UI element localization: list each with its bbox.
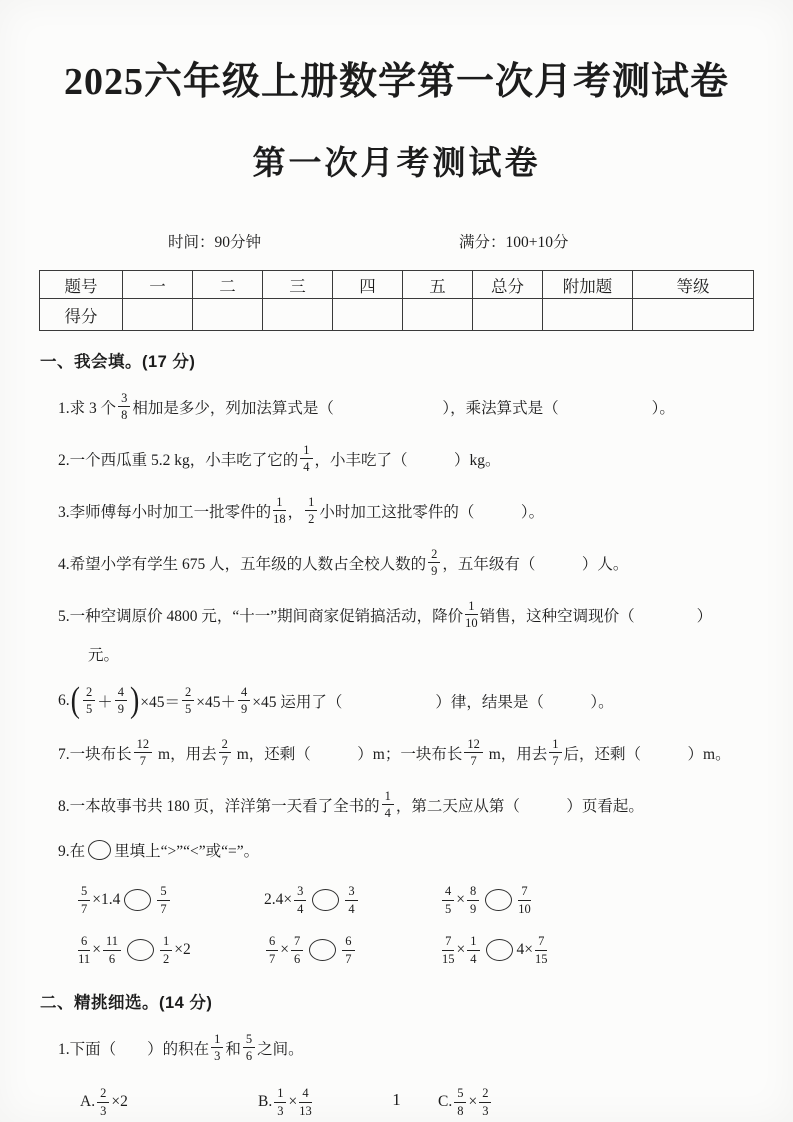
compare-row-1 (76, 878, 793, 922)
fraction: $\frac{12}{7}$ (134, 738, 153, 768)
score-table-header-cell: 五 (403, 271, 473, 299)
fraction: $\frac{7}{15}$ (535, 934, 548, 966)
big-paren: ) (129, 679, 140, 720)
compare-row-2 (76, 928, 793, 972)
fraction: $\frac{1}{18}$ (273, 494, 286, 526)
fraction: $\frac{4}{13}$ (299, 1086, 312, 1118)
question-1: 1.下面（ ）的积在 $\frac{1}{3}$ 和 $\frac{5}{6}$ 之间。 (58, 1031, 304, 1063)
fraction: $\frac{1}{3}$ (274, 1087, 286, 1117)
score-entry-cell (403, 299, 473, 331)
comparison-circle (124, 889, 151, 911)
fraction: $\frac{2}{5}$ (182, 686, 194, 716)
fraction: $\frac{1}{7}$ (549, 738, 561, 768)
fraction: $\frac{1}{10}$ (465, 598, 478, 630)
question-6: 6. ( $\frac{2}{5}$ ＋ $\frac{4}{9}$ ) ×45＝ $\frac{2}{5}$ ×45＋ $\frac{4}{9}$ ×45 运用了（ ）律，结果是（ ）。 (58, 679, 614, 720)
question-4: 4.希望小学有学生 675 人，五年级的人数占全校人数的 $\frac{2}{9}$ ，五年级有（ ）人。 (58, 546, 629, 578)
big-paren: ( (70, 679, 80, 720)
fraction: $\frac{1}{3}$ (211, 1033, 223, 1063)
fraction: $\frac{6}{11}$ (78, 934, 91, 966)
time-limit-label: 时间：90分钟 (168, 234, 262, 251)
score-entry-cell (633, 299, 754, 331)
expression: $\frac{7}{15}$ × $\frac{1}{4}$ 4× $\frac{7}{15}$ (442, 934, 548, 966)
expression: $\frac{6}{11}$ × $\frac{11}{6}$ $\frac{1}{2}$ ×2 (78, 934, 191, 966)
expression: B. $\frac{1}{3}$ × $\frac{4}{13}$ (258, 1086, 312, 1118)
fraction: $\frac{4}{5}$ (442, 885, 454, 915)
score-table-header-cell: 题号 (40, 271, 123, 299)
exam-subtitle: 第一次月考测试卷 (252, 146, 541, 182)
question-1: 1.求 3 个 $\frac{3}{8}$ 相加是多少，列加法算式是（ ），乘法算式是（ ）。 (58, 390, 675, 422)
comparison-circle (127, 939, 154, 961)
score-table-header-row (40, 271, 754, 299)
score-table-score-row (40, 299, 754, 331)
fraction: $\frac{1}{4}$ (382, 790, 394, 820)
score-table-header-cell: 三 (263, 271, 333, 299)
score-entry-cell (473, 299, 543, 331)
score-table (39, 270, 754, 331)
question-8: 8.一本故事书共 180 页，洋洋第一天看了全书的 $\frac{1}{4}$ ，第二天应从第（ ）页看起。 (58, 788, 644, 820)
score-table-header-cell: 附加题 (543, 271, 633, 299)
fraction: $\frac{5}{6}$ (243, 1033, 255, 1063)
comparison-circle (485, 889, 512, 911)
score-entry-cell (263, 299, 333, 331)
comparison-circle (88, 840, 111, 860)
comparison-circle (309, 939, 336, 961)
section-2-heading: 二、精挑细选。(14 分) (40, 994, 213, 1012)
fraction: $\frac{2}{5}$ (83, 686, 95, 716)
full-marks-label: 满分：100+10分 (459, 234, 569, 251)
fraction: $\frac{7}{10}$ (518, 884, 531, 916)
fraction: $\frac{5}{8}$ (454, 1087, 466, 1117)
exam-info-row (0, 230, 793, 252)
fraction: $\frac{3}{4}$ (345, 885, 357, 915)
question-5: 5.一种空调原价 4800 元，“十一”期间商家促销搞活动，降价 $\frac{1}{10}$ 销售，这种空调现价（ ） (58, 598, 713, 630)
section-1-heading: 一、我会填。(17 分) (40, 353, 196, 371)
question-5-line2: 元。 (88, 647, 120, 664)
score-table-header-cell: 二 (193, 271, 263, 299)
score-row-label: 得分 (40, 299, 123, 331)
expression: $\frac{6}{7}$ × $\frac{7}{6}$ $\frac{6}{7}$ (264, 935, 440, 965)
fraction: $\frac{7}{6}$ (291, 935, 303, 965)
fraction: $\frac{2}{7}$ (219, 738, 231, 768)
fraction: $\frac{5}{7}$ (78, 885, 90, 915)
fraction: $\frac{5}{7}$ (157, 885, 169, 915)
score-table-header-cell: 一 (123, 271, 193, 299)
question-9: 9.在 里填上“>”“<”或“=”。 (58, 837, 793, 863)
fraction: $\frac{6}{7}$ (266, 935, 278, 965)
fraction: $\frac{2}{3}$ (479, 1087, 491, 1117)
score-entry-cell (333, 299, 403, 331)
question-2: 2.一个西瓜重 5.2 kg，小丰吃了它的 $\frac{1}{4}$ ，小丰吃了（ ）kg。 (58, 442, 501, 474)
fraction: $\frac{4}{9}$ (238, 686, 250, 716)
score-entry-cell (193, 299, 263, 331)
expression: A. $\frac{2}{3}$ ×2 (80, 1086, 128, 1118)
fraction: $\frac{2}{3}$ (97, 1087, 109, 1117)
expression: $\frac{5}{7}$ ×1.4 $\frac{5}{7}$ (76, 885, 264, 915)
expression: C. $\frac{5}{8}$ × $\frac{2}{3}$ (438, 1087, 493, 1117)
fraction: $\frac{1}{4}$ (300, 444, 312, 474)
question-sections (0, 348, 793, 1122)
fraction: $\frac{1}{2}$ (160, 935, 172, 965)
expression: 2.4× $\frac{3}{4}$ $\frac{3}{4}$ (264, 885, 440, 915)
comparison-circle (486, 939, 513, 961)
fraction: $\frac{1}{4}$ (467, 935, 479, 965)
score-table-header-cell: 等级 (633, 271, 754, 299)
fraction: $\frac{1}{2}$ (305, 496, 317, 526)
fraction: $\frac{2}{9}$ (428, 548, 440, 578)
fraction: $\frac{3}{8}$ (118, 392, 130, 422)
score-entry-cell (543, 299, 633, 331)
exam-title: 2025六年级上册数学第一次月考测试卷 (63, 61, 729, 103)
fraction: $\frac{4}{9}$ (115, 686, 127, 716)
fraction: $\frac{12}{7}$ (464, 738, 483, 768)
fraction: $\frac{7}{15}$ (442, 934, 455, 966)
fraction: $\frac{6}{7}$ (342, 935, 354, 965)
page-number: 1 (392, 1090, 401, 1109)
fraction: $\frac{3}{4}$ (294, 885, 306, 915)
question-7: 7.一块布长 $\frac{12}{7}$ m，用去 $\frac{2}{7}$ m，还剩（ ）m；一块布长 $\frac{12}{7}$ m，用去 $\frac{1}{7}$ 后，还剩（ ）m。 (58, 736, 731, 768)
expression: $\frac{4}{5}$ × $\frac{8}{9}$ $\frac{7}{10}$ (440, 885, 533, 915)
fraction: $\frac{11}{6}$ (103, 935, 121, 965)
fraction: $\frac{8}{9}$ (467, 885, 479, 915)
comparison-circle (312, 889, 339, 911)
score-table-header-cell: 四 (333, 271, 403, 299)
score-entry-cell (123, 299, 193, 331)
score-table-header-cell: 总分 (473, 271, 543, 299)
question-3: 3.李师傅每小时加工一批零件的 $\frac{1}{18}$ ， $\frac{1}{2}$ 小时加工这批零件的（ ）。 (58, 494, 545, 526)
